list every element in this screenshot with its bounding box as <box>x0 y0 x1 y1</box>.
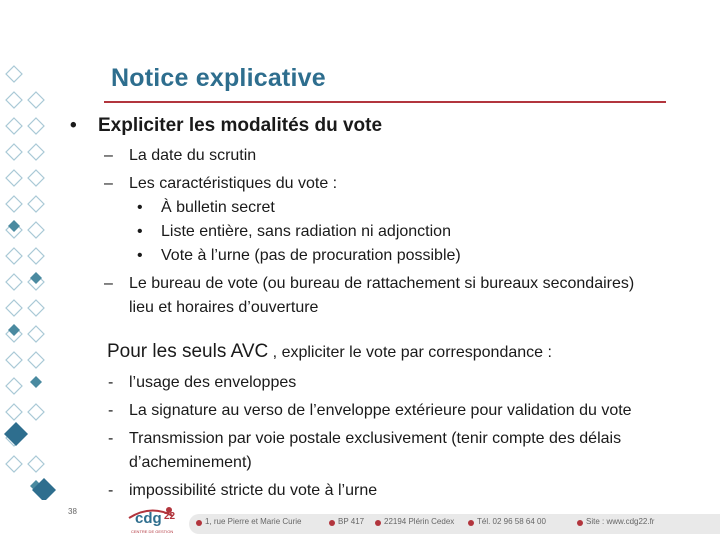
title-underline <box>104 101 666 103</box>
dash-icon: – <box>104 175 113 192</box>
bullet-icon: • <box>137 199 143 216</box>
footer-tel: Tél. 02 96 58 64 00 <box>477 517 546 526</box>
bullet-icon: • <box>137 247 143 264</box>
footer-dot-icon <box>375 520 381 526</box>
dash-icon: – <box>104 147 113 164</box>
dash-icon: - <box>108 430 114 447</box>
logo-caption: CENTRE DE GESTION <box>131 529 174 534</box>
page-title: Notice explicative <box>111 64 326 92</box>
page-number: 38 <box>68 507 77 516</box>
footer <box>111 502 720 538</box>
bullet-icon: • <box>137 223 143 240</box>
footer-address: 1, rue Pierre et Marie Curie <box>205 517 302 526</box>
logo-number: 22 <box>164 511 176 522</box>
footer-dot-icon <box>196 520 202 526</box>
avc-heading <box>107 341 552 363</box>
avc-item-transmission-cont: d’acheminement) <box>129 454 252 471</box>
footer-dot-icon <box>329 520 335 526</box>
avc-heading-rest: , expliciter le vote par correspondance : <box>268 344 552 361</box>
logo-text: cdg <box>135 510 162 527</box>
footer-site: Site : www.cdg22.fr <box>586 517 655 526</box>
main-bullet-text: Expliciter les modalités du vote <box>98 115 383 136</box>
footer-dot-icon <box>468 520 474 526</box>
footer-dot-icon <box>577 520 583 526</box>
footer-city: 22194 Plérin Cedex <box>384 517 455 526</box>
cdg22-logo <box>111 502 201 538</box>
bullet-icon: • <box>70 115 77 136</box>
dash-icon: - <box>108 402 114 419</box>
footer-bp: BP 417 <box>338 517 365 526</box>
list-item-bureau-cont: lieu et horaires d’ouverture <box>129 299 319 316</box>
dash-icon: – <box>104 275 113 292</box>
avc-heading-strong: Pour les seuls AVC <box>107 341 269 362</box>
decorative-diamond-pattern <box>0 60 70 500</box>
dash-icon: - <box>108 374 114 391</box>
dash-icon: - <box>108 482 114 499</box>
